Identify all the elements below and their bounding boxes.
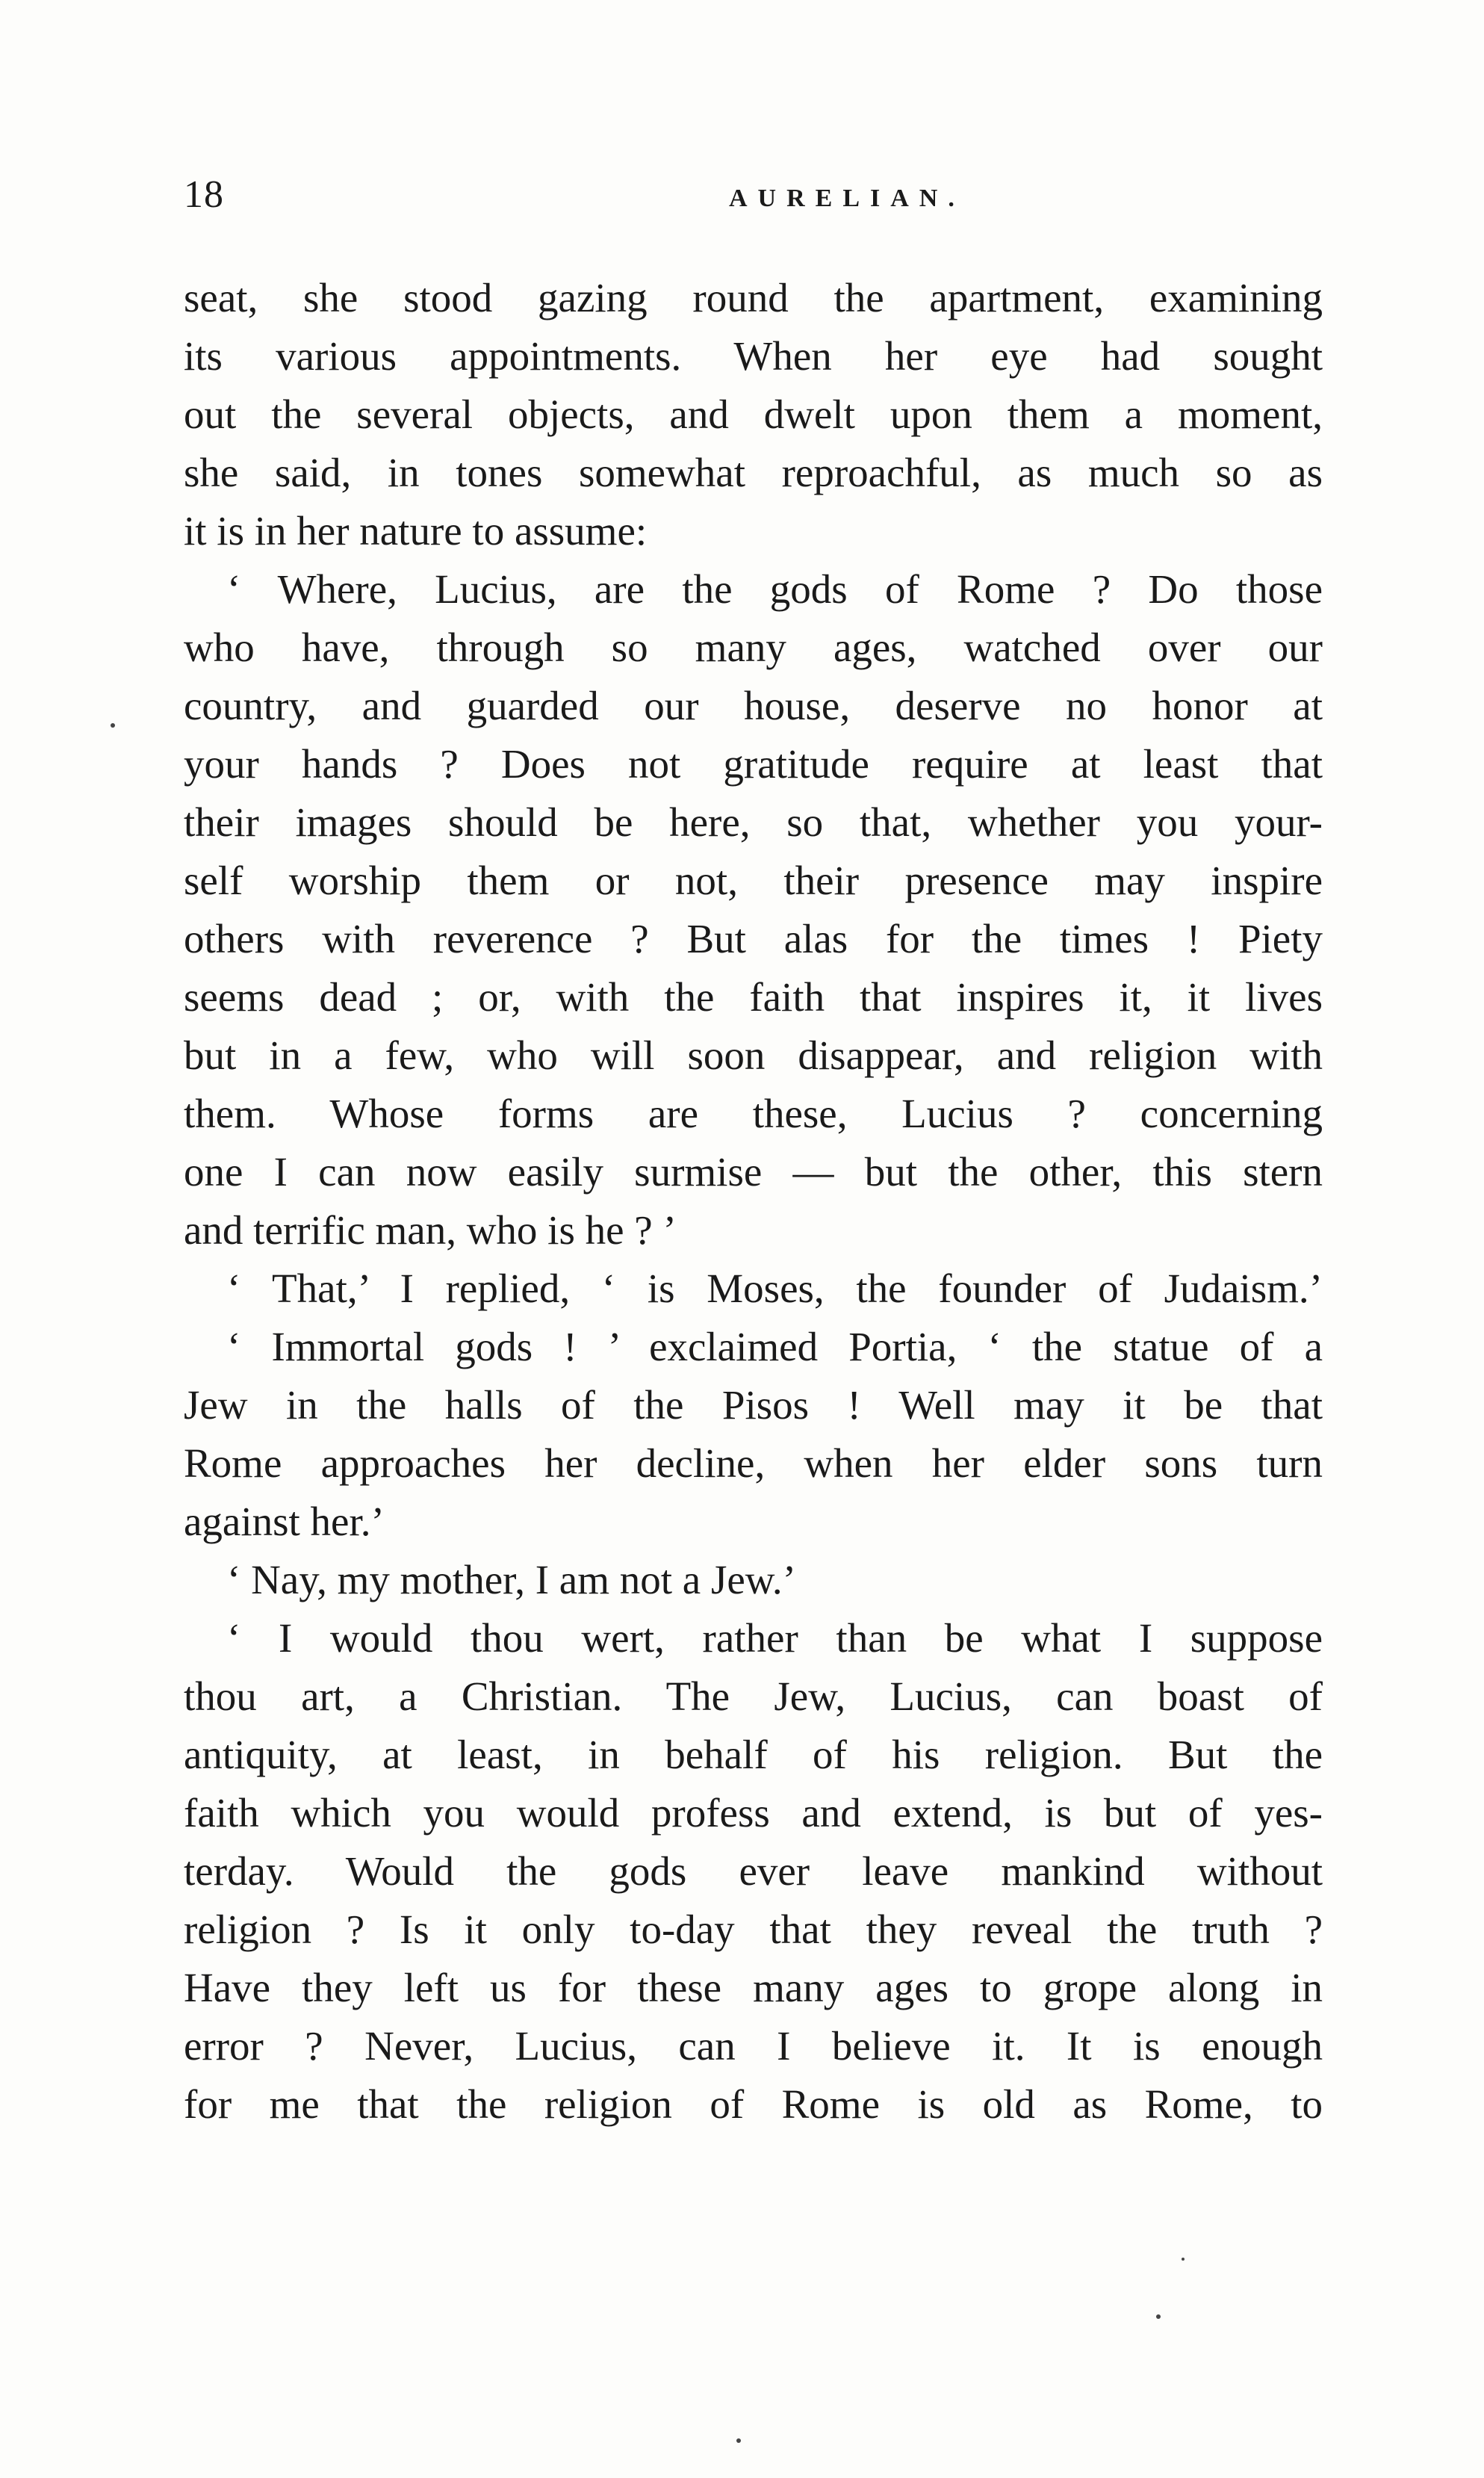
text-line: who have, through so many ages, watched over our [184,625,1323,670]
text-line: one I can now easily surmise — but the other, this stern [184,1149,1323,1195]
text-line: religion ? Is it only to-day that they reveal the truth ? [184,1906,1323,1952]
text-line: Have they left us for these many ages to grope along in [184,1965,1323,2010]
text-line: seems dead ; or, with the faith that inspires it, it lives [184,974,1323,1020]
text-line: and terrific man, who is he ? ’ [184,1207,677,1253]
scan-speck [1156,2314,1161,2319]
text-line: ‘ Nay, my mother, I am not a Jew.’ [227,1557,796,1602]
body-text [184,269,1323,2134]
text-line: but in a few, who will soon disappear, and religion with [184,1032,1323,1078]
text-line: self worship them or not, their presence may inspire [184,858,1323,903]
text-line: their images should be here, so that, whether you your- [184,799,1323,845]
text-line: them. Whose forms are these, Lucius ? concerning [184,1091,1323,1136]
text-line: faith which you would profess and extend, is but of yes- [184,1790,1323,1836]
text-line: Rome approaches her decline, when her elder sons turn [184,1440,1323,1486]
text-line: others with reverence ? But alas for the times ! Piety [184,916,1323,961]
text-line: ‘ I would thou wert, rather than be what I suppose [227,1615,1323,1661]
text-line: ‘ Where, Lucius, are the gods of Rome ? Do those [227,566,1323,612]
page-number: 18 [184,173,224,216]
text-line: its various appointments. When her eye had sought [184,333,1323,379]
text-line: error ? Never, Lucius, can I believe it. It is enough [184,2023,1323,2069]
text-line: seat, she stood gazing round the apartment, examining [184,275,1323,320]
text-line: against her.’ [184,1499,385,1544]
text-line: antiquity, at least, in behalf of his religion. But the [184,1732,1323,1777]
scan-speck [111,723,115,728]
text-line: ‘ Immortal gods ! ’ exclaimed Portia, ‘ the statue of a [227,1324,1323,1369]
running-title: AURELIAN. [729,185,965,212]
text-line: terday. Would the gods ever leave mankind without [184,1848,1323,1894]
text-line: out the several objects, and dwelt upon them a moment, [184,391,1323,437]
text-line: ‘ That,’ I replied, ‘ is Moses, the founder of Judaism.’ [227,1266,1323,1311]
text-line: she said, in tones somewhat reproachful, as much so as [184,450,1323,495]
page-header [184,169,1323,221]
scan-speck [1182,2258,1185,2261]
text-line: country, and guarded our house, deserve no honor at [184,683,1323,728]
text-line: thou art, a Christian. The Jew, Lucius, can boast of [184,1673,1323,1719]
text-line: for me that the religion of Rome is old as Rome, to [184,2081,1323,2127]
scan-speck [736,2438,741,2443]
text-line: it is in her nature to assume: [184,508,648,554]
text-line: Jew in the halls of the Pisos ! Well may it be that [184,1382,1323,1428]
text-line: your hands ? Does not gratitude require at least that [184,741,1323,787]
